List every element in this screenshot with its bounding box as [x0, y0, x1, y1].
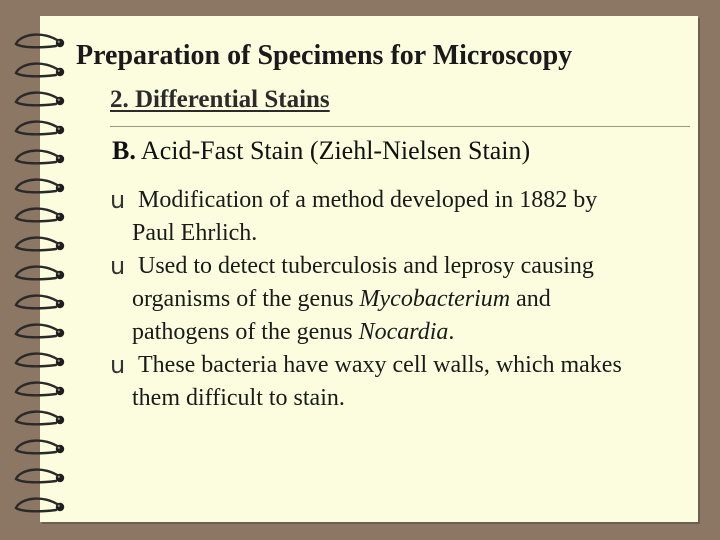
bullet-glyph: u [110, 252, 126, 280]
spiral-ring-icon [16, 35, 64, 48]
spiral-ring-icon [16, 354, 64, 367]
spiral-ring-icon [16, 441, 64, 454]
spiral-ring-icon [16, 151, 64, 164]
spiral-ring-icon [16, 209, 64, 222]
divider-line [110, 126, 690, 127]
spiral-ring-icon [16, 325, 64, 338]
bullet-glyph: u [110, 186, 126, 214]
spiral-ring-icon [16, 296, 64, 309]
bullet-item [110, 250, 710, 349]
slide-title: Preparation of Specimens for Microscopy [76, 40, 573, 71]
bullet-text: pathogens of the genus [132, 319, 359, 345]
bullet-text-line [132, 316, 710, 349]
spiral-ring-icon [16, 122, 64, 135]
bullet-item [110, 349, 710, 415]
bullet-text: . [448, 319, 455, 345]
section-title: Acid-Fast Stain (Ziehl-Nielsen Stain) [140, 136, 531, 165]
spiral-ring-icon [16, 470, 64, 483]
bullet-glyph: u [110, 351, 126, 379]
section-letter: B. [112, 136, 136, 165]
bullet-text: them difficult to stain. [132, 385, 345, 411]
spiral-ring-icon [16, 180, 64, 193]
spiral-ring-icon [16, 238, 64, 251]
bullet-text: Used to detect tuberculosis and leprosy causing [138, 253, 594, 279]
spiral-ring-icon [16, 412, 64, 425]
bullet-text: organisms of the genus [132, 286, 360, 312]
spiral-ring-icon [16, 64, 64, 77]
bullet-text: These bacteria have waxy cell walls, which makes [138, 352, 622, 378]
section-heading [112, 136, 530, 166]
genus-name: Nocardia [358, 319, 449, 345]
bullet-text: and [510, 286, 551, 312]
slide-subtitle: 2. Differential Stains [110, 86, 330, 113]
spiral-ring-icon [16, 93, 64, 106]
spiral-ring-icon [16, 383, 64, 396]
spiral-binding-icon [0, 0, 80, 540]
genus-name: Mycobacterium [359, 286, 511, 312]
bullet-item [110, 184, 710, 250]
spiral-ring-icon [16, 499, 64, 512]
spiral-ring-icon [16, 267, 64, 280]
bullet-text-line [132, 283, 710, 316]
bullet-text: Modification of a method developed in 1882 by [138, 187, 598, 213]
bullet-list [110, 184, 710, 415]
bullet-text: Paul Ehrlich. [132, 220, 258, 246]
